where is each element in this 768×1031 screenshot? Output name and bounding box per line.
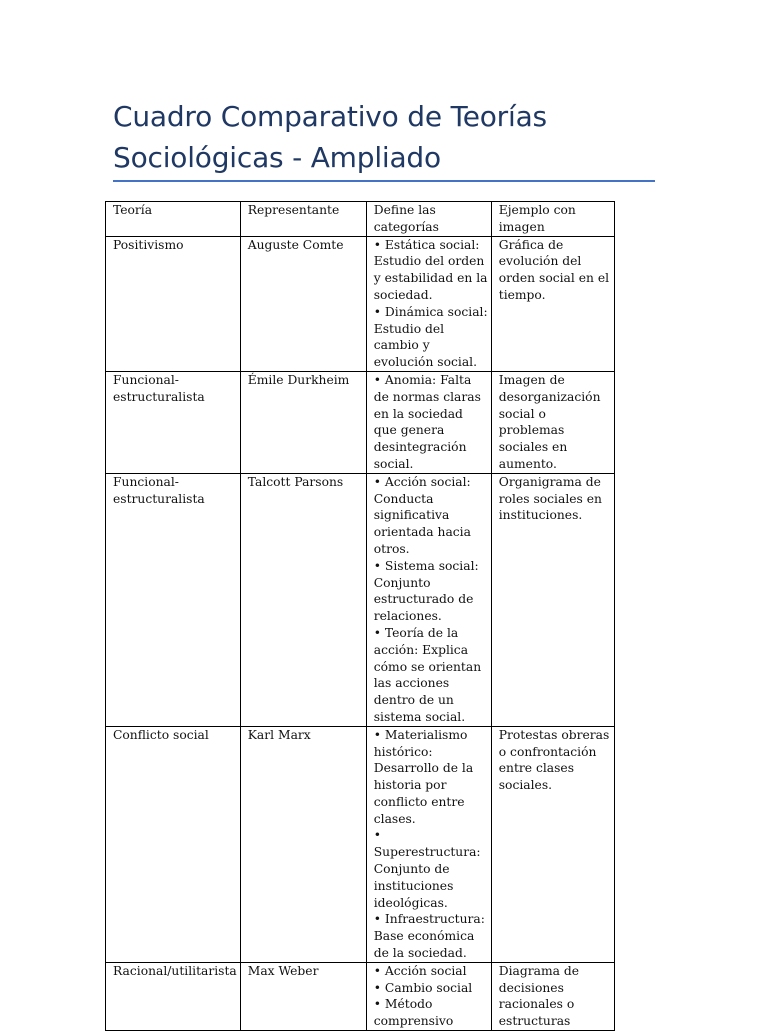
category-item: • Acción social: [373, 963, 467, 978]
cell-ejemplo: Gráfica de evolución del orden social en el tiempo.: [491, 236, 614, 371]
table-row: [106, 473, 615, 726]
cell-teoria: Racional/utilitarista: [106, 962, 241, 1030]
title-line-2: Sociológicas - Ampliado: [113, 141, 441, 174]
category-item: • Cambio social: [373, 980, 473, 995]
header-teoria: Teoría: [106, 202, 241, 237]
cell-representante: Talcott Parsons: [240, 473, 366, 726]
cell-teoria: Positivismo: [106, 236, 241, 371]
cell-categorias: [366, 371, 491, 473]
cell-ejemplo: Organigrama de roles sociales en instituciones.: [491, 473, 614, 726]
category-item: • Estática social: Estudio del orden y estabilidad en la sociedad.: [373, 237, 488, 302]
cell-representante: Max Weber: [240, 962, 366, 1030]
table-row: [106, 726, 615, 962]
category-item: • Superestructura: Conjunto de instituciones ideológicas.: [373, 828, 481, 910]
cell-categorias: [366, 726, 491, 962]
category-item: • Infraestructura: Base económica de la sociedad.: [373, 912, 485, 961]
cell-representante: Auguste Comte: [240, 236, 366, 371]
header-ejemplo: Ejemplo con imagen: [491, 202, 614, 237]
title-underline-divider: [113, 180, 655, 182]
cell-representante: Émile Durkheim: [240, 371, 366, 473]
cell-teoria: Funcional-estructuralista: [106, 473, 241, 726]
table-row: [106, 236, 615, 371]
category-item: • Dinámica social: Estudio del cambio y evolución social.: [373, 304, 488, 370]
table-header-row: [106, 202, 615, 237]
title-line-1: Cuadro Comparativo de Teorías: [113, 100, 547, 133]
page-title: [113, 96, 653, 178]
category-item: • Método comprensivo: [373, 997, 454, 1029]
cell-categorias: [366, 236, 491, 371]
comparison-table: [105, 201, 615, 1031]
table-row: [106, 962, 615, 1030]
category-item: • Teoría de la acción: Explica cómo se orientan las acciones dentro de un sistema social.: [373, 625, 482, 724]
cell-teoria: Conflicto social: [106, 726, 241, 962]
category-item: • Anomia: Falta de normas claras en la sociedad que genera desintegración social.: [373, 372, 481, 471]
cell-representante: Karl Marx: [240, 726, 366, 962]
cell-ejemplo: Protestas obreras o confrontación entre clases sociales.: [491, 726, 614, 962]
category-item: • Sistema social: Conjunto estructurado de relaciones.: [373, 558, 479, 624]
header-representante: Representante: [240, 202, 366, 237]
table-row: [106, 371, 615, 473]
cell-categorias: [366, 962, 491, 1030]
category-item: • Acción social: Conducta significativa orientada hacia otros.: [373, 474, 471, 556]
category-item: • Materialismo histórico: Desarrollo de la historia por conflicto entre clases.: [373, 727, 474, 826]
cell-teoria: Funcional-estructuralista: [106, 371, 241, 473]
header-categorias: Define las categorías: [366, 202, 491, 237]
cell-ejemplo: Imagen de desorganización social o problemas sociales en aumento.: [491, 371, 614, 473]
cell-categorias: [366, 473, 491, 726]
cell-ejemplo: Diagrama de decisiones racionales o estructuras: [491, 962, 614, 1030]
